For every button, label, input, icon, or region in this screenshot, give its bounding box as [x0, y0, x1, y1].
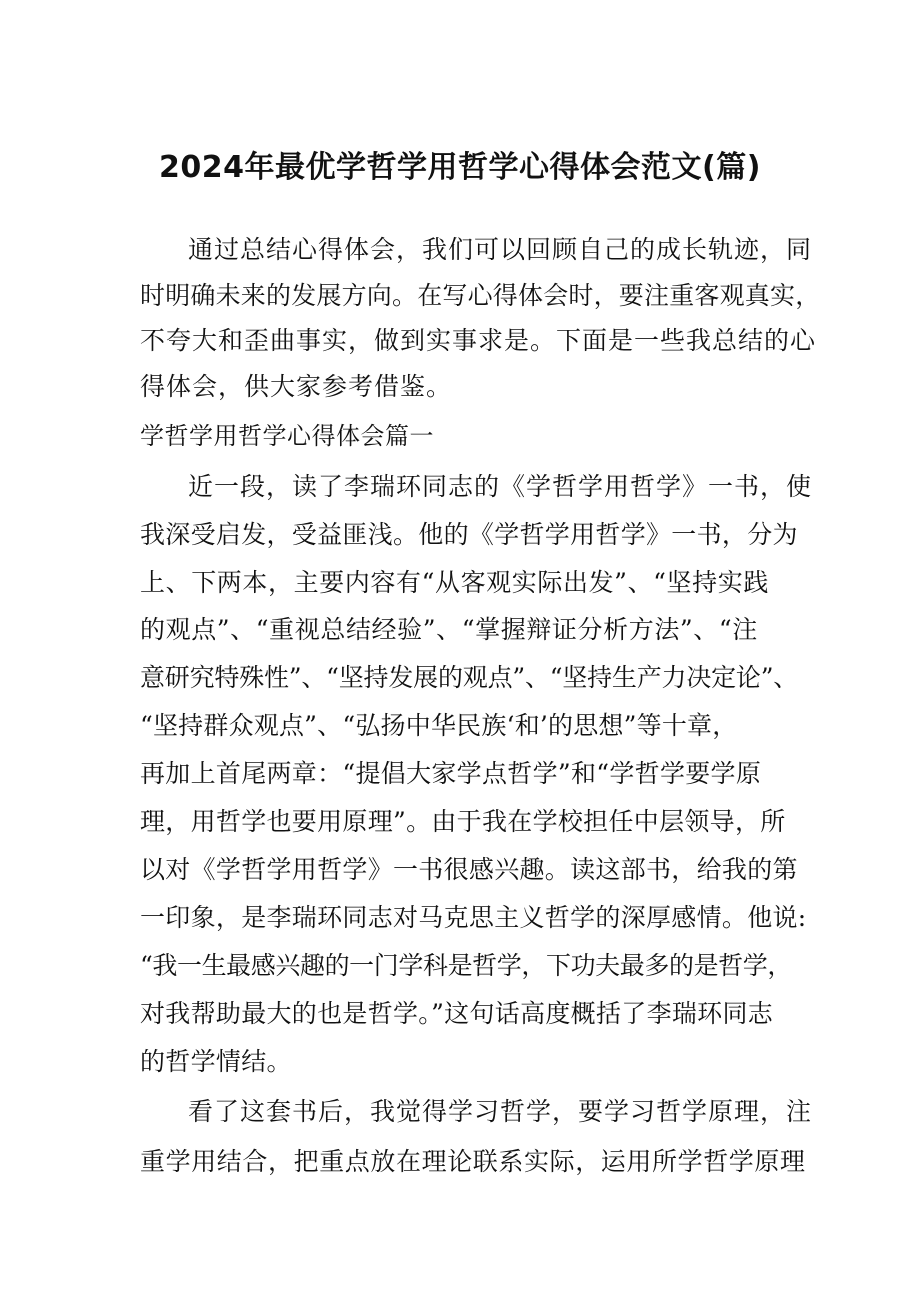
paragraph-line: 重学用结合，把重点放在理论联系实际，运用所学哲学原理 [140, 1147, 806, 1176]
document-title: 2024年最优学哲学用哲学心得体会范文(篇) [159, 150, 761, 185]
paragraph-line: 通过总结心得体会，我们可以回顾自己的成长轨迹，同 [188, 235, 813, 264]
paragraph-line: 时明确未来的发展方向。在写心得体会时，要注重客观真实， [140, 281, 821, 310]
paragraph-line: 不夸大和歪曲事实，做到实事求是。下面是一些我总结的心 [140, 326, 817, 355]
paragraph-line: 一印象，是李瑞环同志对马克思主义哲学的深厚感情。他说: [140, 903, 807, 932]
paragraph-line: 理，用哲学也要用原理”。由于我在学校担任中层领导，所 [140, 807, 786, 836]
paragraph-line: 我深受启发，受益匪浅。他的《学哲学用哲学》一书，分为 [140, 520, 798, 549]
section-heading: 学哲学用哲学心得体会篇一 [140, 422, 434, 450]
paragraph-line: 意研究特殊性”、“坚持发展的观点”、“坚持生产力决定论”、 [140, 663, 799, 692]
paragraph-line: 的哲学情结。 [140, 1047, 292, 1076]
paragraph-line: 对我帮助最大的也是哲学。”这句话高度概括了李瑞环同志 [140, 999, 774, 1028]
paragraph-line: 看了这套书后，我觉得学习哲学，要学习哲学原理，注 [188, 1097, 813, 1126]
paragraph-line: 以对《学哲学用哲学》一书很感兴趣。读这部书，给我的第 [140, 855, 798, 884]
paragraph-line: 再加上首尾两章：“提倡大家学点哲学”和“学哲学要学原 [140, 759, 762, 788]
paragraph-line: 的观点”、“重视总结经验”、“掌握辩证分析方法”、“注 [140, 615, 758, 644]
paragraph-line: “坚持群众观点”、“弘扬中华民族‘和’的思想”等十章， [140, 711, 738, 740]
paragraph-line: 近一段，读了李瑞环同志的《学哲学用哲学》一书，使 [188, 472, 813, 501]
paragraph-line: “我一生最感兴趣的一门学科是哲学，下功夫最多的是哲学， [140, 951, 792, 980]
paragraph-line: 得体会，供大家参考借鉴。 [140, 372, 453, 401]
paragraph-line: 上、下两本，主要内容有“从客观实际出发”、“坚持实践 [140, 568, 769, 597]
